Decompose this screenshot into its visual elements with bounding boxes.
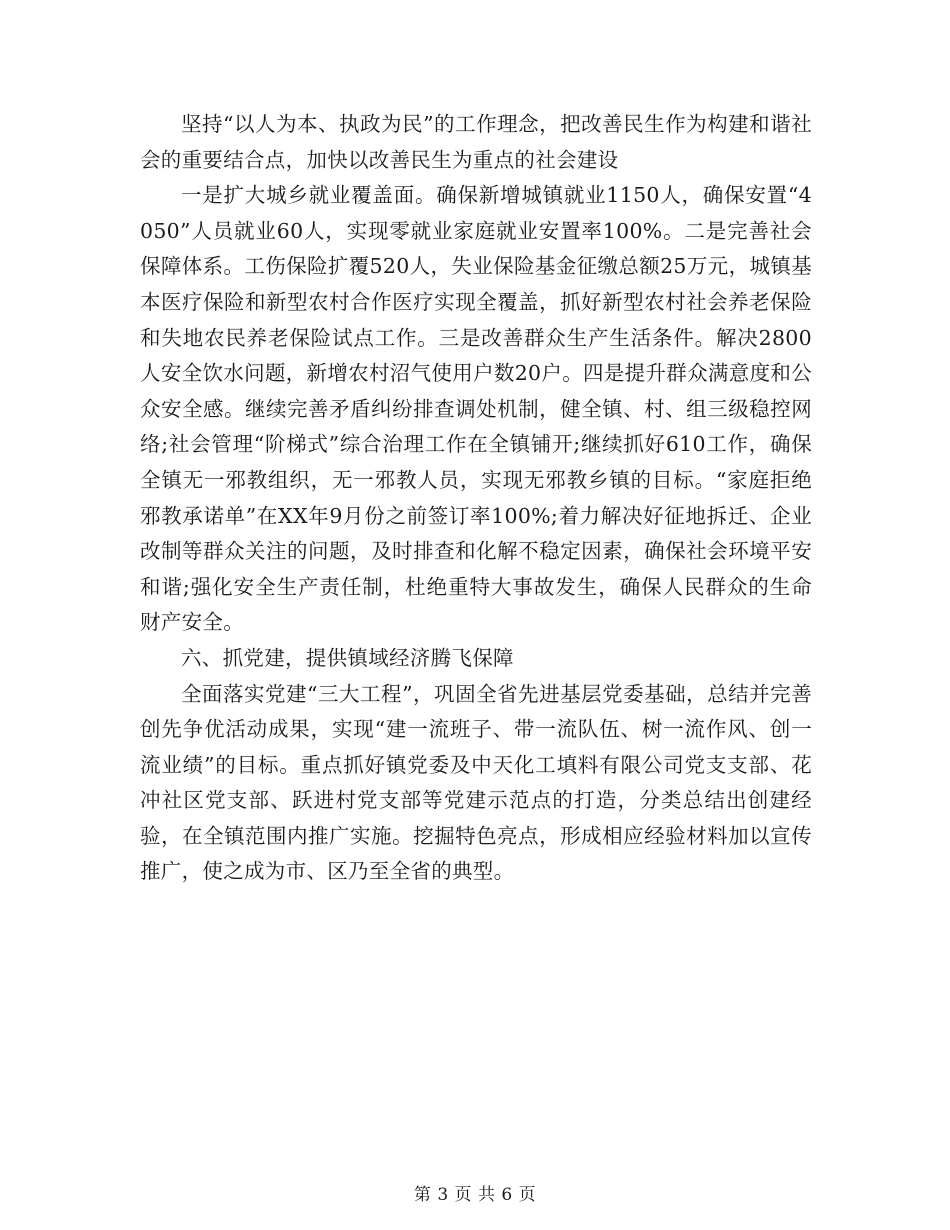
section-heading-party-building: 六、抓党建，提供镇域经济腾飞保障 [181,645,514,670]
paragraph-livelihood-intro: 坚持“以人为本、执政为民”的工作理念，把改善民生作为构建和谐社会的重要结合点，加快以改善民生为重点的社会建设 [140,112,812,172]
page-number-footer: 第 3 页 共 6 页 [413,1185,537,1205]
paragraph-livelihood-measures: 一是扩大城乡就业覆盖面。确保新增城镇就业1150人，确保安置“4050”人员就业60人，实现零就业家庭就业安置率100%。二是完善社会保障体系。工伤保险扩覆520人，失业保险基金征缴总额25万元，城镇基本医疗保险和新型农村合作医疗实现全覆盖，抓好新型农村社会养老保险和失地农民养老保险试点工作。三是改善群众生产生活条件。解决2800人安全饮水问题，新增农村沼气使用户数20户。四是提升群众满意度和公众安全感。继续完善矛盾纠纷排查调处机制，健全镇、村、组三级稳控网络;社会管理“阶梯式”综合治理工作在全镇铺开;继续抓好610工作，确保全镇无一邪教组织，无一邪教人员，实现无邪教乡镇的目标。“家庭拒绝邪教承诺单”在XX年9月份之前签订率100%;着力解决好征地拆迁、企业改制等群众关注的问题，及时排查和化解不稳定因素，确保社会环境平安和谐;强化安全生产责任制，杜绝重特大事故发生，确保人民群众的生命财产安全。 [140,183,812,635]
document-body [140,107,812,890]
paragraph-party-building: 全面落实党建“三大工程”，巩固全省先进基层党委基础，总结并完善创先争优活动成果，实现“建一流班子、带一流队伍、树一流作风、创一流业绩”的目标。重点抓好镇党委及中天化工填料有限公司党支支部、花冲社区党支部、跃进村党支部等党建示范点的打造，分类总结出创建经验，在全镇范围内推广实施。挖掘特色亮点，形成相应经验材料加以宣传推广，使之成为市、区乃至全省的典型。 [140,681,812,884]
